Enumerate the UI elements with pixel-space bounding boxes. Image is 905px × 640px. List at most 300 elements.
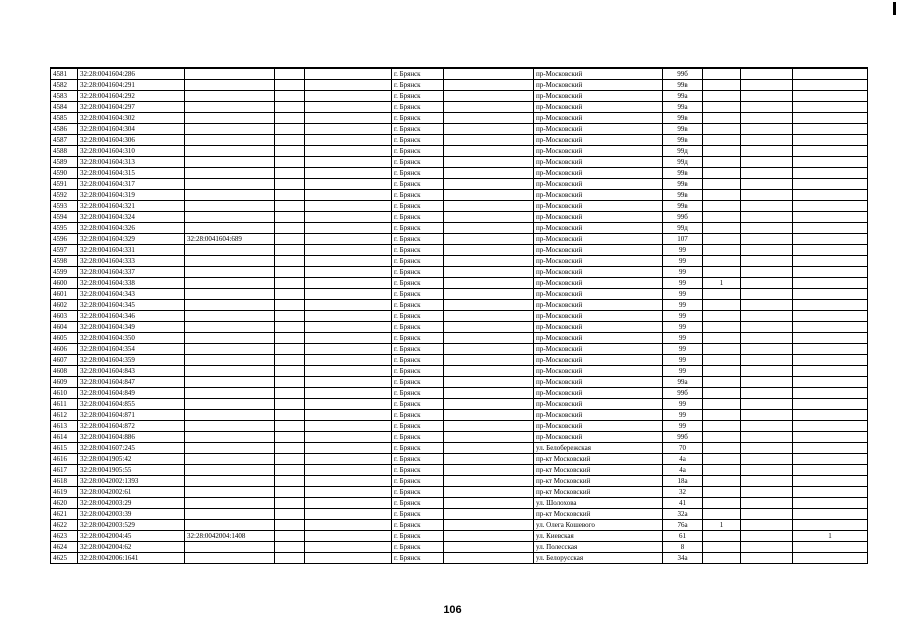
street-cell: пр-Московский — [534, 399, 663, 410]
related-cadastral-cell — [185, 135, 275, 146]
empty-cell — [305, 168, 392, 179]
city-cell: г. Брянск — [392, 465, 444, 476]
city-cell: г. Брянск — [392, 267, 444, 278]
empty-cell — [444, 212, 534, 223]
related-cadastral-cell — [185, 256, 275, 267]
related-cadastral-cell — [185, 146, 275, 157]
note-cell — [703, 157, 741, 168]
empty-cell — [275, 201, 305, 212]
table-row — [51, 355, 868, 366]
cadastral-number-cell: 32:28:0041604:337 — [78, 267, 185, 278]
empty-cell — [444, 388, 534, 399]
empty-cell — [741, 465, 793, 476]
row-number-cell: 4617 — [51, 465, 78, 476]
house-number-cell: 61 — [663, 531, 703, 542]
row-number-cell: 4604 — [51, 322, 78, 333]
note-cell — [703, 146, 741, 157]
city-cell: г. Брянск — [392, 278, 444, 289]
cadastral-number-cell: 32:28:0041604:329 — [78, 234, 185, 245]
empty-cell — [444, 223, 534, 234]
row-number-cell: 4597 — [51, 245, 78, 256]
house-number-cell: 99б — [663, 68, 703, 80]
cadastral-number-cell: 32:28:0041604:843 — [78, 366, 185, 377]
empty-cell — [741, 487, 793, 498]
table-row — [51, 113, 868, 124]
empty-cell — [444, 366, 534, 377]
note-cell — [703, 80, 741, 91]
note-cell-2 — [793, 476, 868, 487]
note-cell-2: 1 — [793, 531, 868, 542]
empty-cell — [444, 465, 534, 476]
house-number-cell: 99 — [663, 333, 703, 344]
street-cell: ул. Олега Кошевого — [534, 520, 663, 531]
city-cell: г. Брянск — [392, 355, 444, 366]
table-row — [51, 322, 868, 333]
related-cadastral-cell — [185, 487, 275, 498]
house-number-cell: 99в — [663, 113, 703, 124]
street-cell: пр-Московский — [534, 157, 663, 168]
house-number-cell: 99д — [663, 146, 703, 157]
street-cell: пр-кт Московский — [534, 454, 663, 465]
table-row — [51, 124, 868, 135]
empty-cell — [741, 190, 793, 201]
street-cell: пр-Московский — [534, 355, 663, 366]
empty-cell — [444, 333, 534, 344]
house-number-cell: 99 — [663, 344, 703, 355]
row-number-cell: 4611 — [51, 399, 78, 410]
empty-cell — [305, 377, 392, 388]
empty-cell — [444, 311, 534, 322]
city-cell: г. Брянск — [392, 498, 444, 509]
city-cell: г. Брянск — [392, 201, 444, 212]
note-cell-2 — [793, 190, 868, 201]
related-cadastral-cell — [185, 157, 275, 168]
empty-cell — [305, 223, 392, 234]
empty-cell — [275, 267, 305, 278]
empty-cell — [741, 102, 793, 113]
related-cadastral-cell — [185, 399, 275, 410]
empty-cell — [305, 201, 392, 212]
city-cell: г. Брянск — [392, 124, 444, 135]
house-number-cell: 41 — [663, 498, 703, 509]
empty-cell — [275, 432, 305, 443]
table-row — [51, 311, 868, 322]
empty-cell — [741, 223, 793, 234]
note-cell-2 — [793, 432, 868, 443]
row-number-cell: 4603 — [51, 311, 78, 322]
empty-cell — [275, 113, 305, 124]
note-cell-2 — [793, 267, 868, 278]
note-cell-2 — [793, 146, 868, 157]
cadastral-number-cell: 32:28:0041604:333 — [78, 256, 185, 267]
note-cell-2 — [793, 333, 868, 344]
related-cadastral-cell — [185, 377, 275, 388]
empty-cell — [741, 157, 793, 168]
street-cell: пр-Московский — [534, 113, 663, 124]
table-row — [51, 465, 868, 476]
related-cadastral-cell — [185, 267, 275, 278]
street-cell: пр-Московский — [534, 146, 663, 157]
empty-cell — [275, 245, 305, 256]
street-cell: пр-Московский — [534, 179, 663, 190]
empty-cell — [275, 520, 305, 531]
empty-cell — [741, 443, 793, 454]
city-cell: г. Брянск — [392, 311, 444, 322]
cadastral-number-cell: 32:28:0041604:321 — [78, 201, 185, 212]
note-cell-2 — [793, 344, 868, 355]
empty-cell — [741, 520, 793, 531]
street-cell: пр-Московский — [534, 245, 663, 256]
city-cell: г. Брянск — [392, 168, 444, 179]
house-number-cell: 99 — [663, 366, 703, 377]
empty-cell — [444, 322, 534, 333]
empty-cell — [275, 300, 305, 311]
note-cell-2 — [793, 91, 868, 102]
row-number-cell: 4612 — [51, 410, 78, 421]
table-row — [51, 146, 868, 157]
empty-cell — [305, 531, 392, 542]
table-row — [51, 432, 868, 443]
cadastral-number-cell: 32:28:0041604:849 — [78, 388, 185, 399]
row-number-cell: 4616 — [51, 454, 78, 465]
cadastral-number-cell: 32:28:0041604:346 — [78, 311, 185, 322]
row-number-cell: 4582 — [51, 80, 78, 91]
table-row — [51, 190, 868, 201]
note-cell — [703, 113, 741, 124]
related-cadastral-cell — [185, 300, 275, 311]
empty-cell — [741, 135, 793, 146]
street-cell: пр-кт Московский — [534, 509, 663, 520]
cadastral-number-cell: 32:28:0042003:39 — [78, 509, 185, 520]
empty-cell — [444, 113, 534, 124]
row-number-cell: 4583 — [51, 91, 78, 102]
empty-cell — [305, 410, 392, 421]
empty-cell — [741, 410, 793, 421]
empty-cell — [275, 421, 305, 432]
row-number-cell: 4606 — [51, 344, 78, 355]
related-cadastral-cell — [185, 201, 275, 212]
empty-cell — [305, 355, 392, 366]
empty-cell — [275, 465, 305, 476]
row-number-cell: 4605 — [51, 333, 78, 344]
empty-cell — [305, 421, 392, 432]
row-number-cell: 4589 — [51, 157, 78, 168]
empty-cell — [444, 124, 534, 135]
empty-cell — [741, 531, 793, 542]
street-cell: пр-Московский — [534, 278, 663, 289]
row-number-cell: 4624 — [51, 542, 78, 553]
empty-cell — [305, 146, 392, 157]
empty-cell — [275, 487, 305, 498]
city-cell: г. Брянск — [392, 399, 444, 410]
cadastral-number-cell: 32:28:0041604:359 — [78, 355, 185, 366]
street-cell: пр-Московский — [534, 135, 663, 146]
house-number-cell: 99 — [663, 355, 703, 366]
city-cell: г. Брянск — [392, 91, 444, 102]
city-cell: г. Брянск — [392, 256, 444, 267]
empty-cell — [444, 498, 534, 509]
house-number-cell: 99в — [663, 190, 703, 201]
related-cadastral-cell — [185, 355, 275, 366]
house-number-cell: 99 — [663, 322, 703, 333]
row-number-cell: 4600 — [51, 278, 78, 289]
related-cadastral-cell — [185, 113, 275, 124]
empty-cell — [305, 443, 392, 454]
empty-cell — [305, 542, 392, 553]
empty-cell — [444, 256, 534, 267]
note-cell-2 — [793, 168, 868, 179]
street-cell: ул. Белобережская — [534, 443, 663, 454]
related-cadastral-cell — [185, 553, 275, 564]
street-cell: пр-Московский — [534, 311, 663, 322]
house-number-cell: 99б — [663, 388, 703, 399]
cadastral-number-cell: 32:28:0041604:350 — [78, 333, 185, 344]
row-number-cell: 4594 — [51, 212, 78, 223]
table-row — [51, 80, 868, 91]
note-cell-2 — [793, 410, 868, 421]
empty-cell — [444, 278, 534, 289]
house-number-cell: 99 — [663, 410, 703, 421]
note-cell-2 — [793, 421, 868, 432]
street-cell: пр-Московский — [534, 377, 663, 388]
related-cadastral-cell — [185, 410, 275, 421]
empty-cell — [741, 124, 793, 135]
row-number-cell: 4614 — [51, 432, 78, 443]
street-cell: ул. Полесская — [534, 542, 663, 553]
note-cell-2 — [793, 465, 868, 476]
row-number-cell: 4615 — [51, 443, 78, 454]
city-cell: г. Брянск — [392, 190, 444, 201]
street-cell: пр-Московский — [534, 322, 663, 333]
street-cell: пр-Московский — [534, 68, 663, 80]
empty-cell — [305, 344, 392, 355]
empty-cell — [444, 454, 534, 465]
note-cell — [703, 476, 741, 487]
related-cadastral-cell — [185, 91, 275, 102]
empty-cell — [275, 146, 305, 157]
registry-table-body — [51, 68, 868, 564]
cadastral-number-cell: 32:28:0041604:345 — [78, 300, 185, 311]
empty-cell — [305, 432, 392, 443]
empty-cell — [444, 289, 534, 300]
empty-cell — [741, 542, 793, 553]
note-cell — [703, 542, 741, 553]
cadastral-number-cell: 32:28:0041604:315 — [78, 168, 185, 179]
empty-cell — [741, 333, 793, 344]
empty-cell — [741, 113, 793, 124]
empty-cell — [741, 267, 793, 278]
cadastral-number-cell: 32:28:0041905:42 — [78, 454, 185, 465]
empty-cell — [305, 509, 392, 520]
table-row — [51, 135, 868, 146]
empty-cell — [305, 91, 392, 102]
empty-cell — [275, 333, 305, 344]
empty-cell — [275, 190, 305, 201]
house-number-cell: 99 — [663, 245, 703, 256]
table-row — [51, 157, 868, 168]
empty-cell — [305, 190, 392, 201]
street-cell: пр-Московский — [534, 366, 663, 377]
empty-cell — [275, 234, 305, 245]
note-cell — [703, 201, 741, 212]
note-cell-2 — [793, 289, 868, 300]
empty-cell — [275, 377, 305, 388]
empty-cell — [275, 124, 305, 135]
house-number-cell: 99в — [663, 80, 703, 91]
house-number-cell: 8 — [663, 542, 703, 553]
note-cell-2 — [793, 300, 868, 311]
empty-cell — [741, 68, 793, 80]
note-cell-2 — [793, 223, 868, 234]
note-cell-2 — [793, 509, 868, 520]
note-cell-2 — [793, 278, 868, 289]
house-number-cell: 99в — [663, 135, 703, 146]
table-row — [51, 520, 868, 531]
empty-cell — [305, 278, 392, 289]
note-cell-2 — [793, 157, 868, 168]
empty-cell — [305, 245, 392, 256]
city-cell: г. Брянск — [392, 157, 444, 168]
row-number-cell: 4599 — [51, 267, 78, 278]
street-cell: пр-кт Московский — [534, 487, 663, 498]
street-cell: пр-Московский — [534, 421, 663, 432]
note-cell — [703, 410, 741, 421]
note-cell — [703, 245, 741, 256]
city-cell: г. Брянск — [392, 179, 444, 190]
empty-cell — [305, 465, 392, 476]
city-cell: г. Брянск — [392, 520, 444, 531]
empty-cell — [444, 102, 534, 113]
empty-cell — [444, 146, 534, 157]
empty-cell — [305, 267, 392, 278]
note-cell-2 — [793, 454, 868, 465]
empty-cell — [275, 509, 305, 520]
city-cell: г. Брянск — [392, 223, 444, 234]
note-cell — [703, 454, 741, 465]
city-cell: г. Брянск — [392, 388, 444, 399]
note-cell-2 — [793, 399, 868, 410]
empty-cell — [305, 311, 392, 322]
related-cadastral-cell — [185, 289, 275, 300]
table-row — [51, 531, 868, 542]
city-cell: г. Брянск — [392, 553, 444, 564]
cadastral-number-cell: 32:28:0041905:55 — [78, 465, 185, 476]
row-number-cell: 4613 — [51, 421, 78, 432]
row-number-cell: 4588 — [51, 146, 78, 157]
house-number-cell: 99 — [663, 399, 703, 410]
cadastral-number-cell: 32:28:0041604:317 — [78, 179, 185, 190]
related-cadastral-cell — [185, 509, 275, 520]
empty-cell — [741, 553, 793, 564]
page-number: 106 — [443, 604, 462, 616]
empty-cell — [305, 366, 392, 377]
empty-cell — [275, 476, 305, 487]
note-cell — [703, 102, 741, 113]
street-cell: пр-Московский — [534, 333, 663, 344]
empty-cell — [444, 509, 534, 520]
note-cell — [703, 498, 741, 509]
street-cell: пр-кт Московский — [534, 465, 663, 476]
related-cadastral-cell — [185, 542, 275, 553]
street-cell: пр-Московский — [534, 201, 663, 212]
note-cell-2 — [793, 553, 868, 564]
empty-cell — [444, 520, 534, 531]
empty-cell — [305, 520, 392, 531]
empty-cell — [444, 487, 534, 498]
city-cell: г. Брянск — [392, 300, 444, 311]
note-cell: 1 — [703, 520, 741, 531]
empty-cell — [305, 80, 392, 91]
cadastral-number-cell: 32:28:0042003:29 — [78, 498, 185, 509]
empty-cell — [275, 454, 305, 465]
note-cell — [703, 553, 741, 564]
cadastral-number-cell: 32:28:0042002:61 — [78, 487, 185, 498]
house-number-cell: 99 — [663, 267, 703, 278]
city-cell: г. Брянск — [392, 333, 444, 344]
house-number-cell: 32 — [663, 487, 703, 498]
row-number-cell: 4590 — [51, 168, 78, 179]
related-cadastral-cell — [185, 245, 275, 256]
empty-cell — [444, 91, 534, 102]
street-cell: пр-Московский — [534, 190, 663, 201]
row-number-cell: 4581 — [51, 68, 78, 80]
related-cadastral-cell — [185, 322, 275, 333]
note-cell-2 — [793, 311, 868, 322]
related-cadastral-cell — [185, 476, 275, 487]
related-cadastral-cell — [185, 443, 275, 454]
row-number-cell: 4608 — [51, 366, 78, 377]
city-cell: г. Брянск — [392, 234, 444, 245]
note-cell-2 — [793, 212, 868, 223]
note-cell — [703, 355, 741, 366]
cadastral-number-cell: 32:28:0041604:291 — [78, 80, 185, 91]
city-cell: г. Брянск — [392, 454, 444, 465]
cadastral-number-cell: 32:28:0042004:62 — [78, 542, 185, 553]
note-cell — [703, 344, 741, 355]
note-cell-2 — [793, 179, 868, 190]
house-number-cell: 99 — [663, 256, 703, 267]
street-cell: пр-Московский — [534, 91, 663, 102]
table-row — [51, 234, 868, 245]
empty-cell — [444, 179, 534, 190]
table-row — [51, 487, 868, 498]
empty-cell — [444, 476, 534, 487]
note-cell-2 — [793, 355, 868, 366]
cadastral-number-cell: 32:28:0041604:324 — [78, 212, 185, 223]
empty-cell — [444, 542, 534, 553]
street-cell: пр-Московский — [534, 124, 663, 135]
house-number-cell: 99 — [663, 421, 703, 432]
related-cadastral-cell — [185, 465, 275, 476]
table-row — [51, 91, 868, 102]
city-cell: г. Брянск — [392, 212, 444, 223]
empty-cell — [444, 355, 534, 366]
street-cell: пр-кт Московский — [534, 476, 663, 487]
note-cell — [703, 366, 741, 377]
empty-cell — [275, 355, 305, 366]
note-cell-2 — [793, 322, 868, 333]
empty-cell — [444, 80, 534, 91]
related-cadastral-cell — [185, 212, 275, 223]
empty-cell — [444, 410, 534, 421]
note-cell — [703, 289, 741, 300]
table-row — [51, 68, 868, 80]
street-cell: пр-Московский — [534, 388, 663, 399]
note-cell — [703, 509, 741, 520]
note-cell — [703, 377, 741, 388]
note-cell-2 — [793, 520, 868, 531]
note-cell-2 — [793, 366, 868, 377]
